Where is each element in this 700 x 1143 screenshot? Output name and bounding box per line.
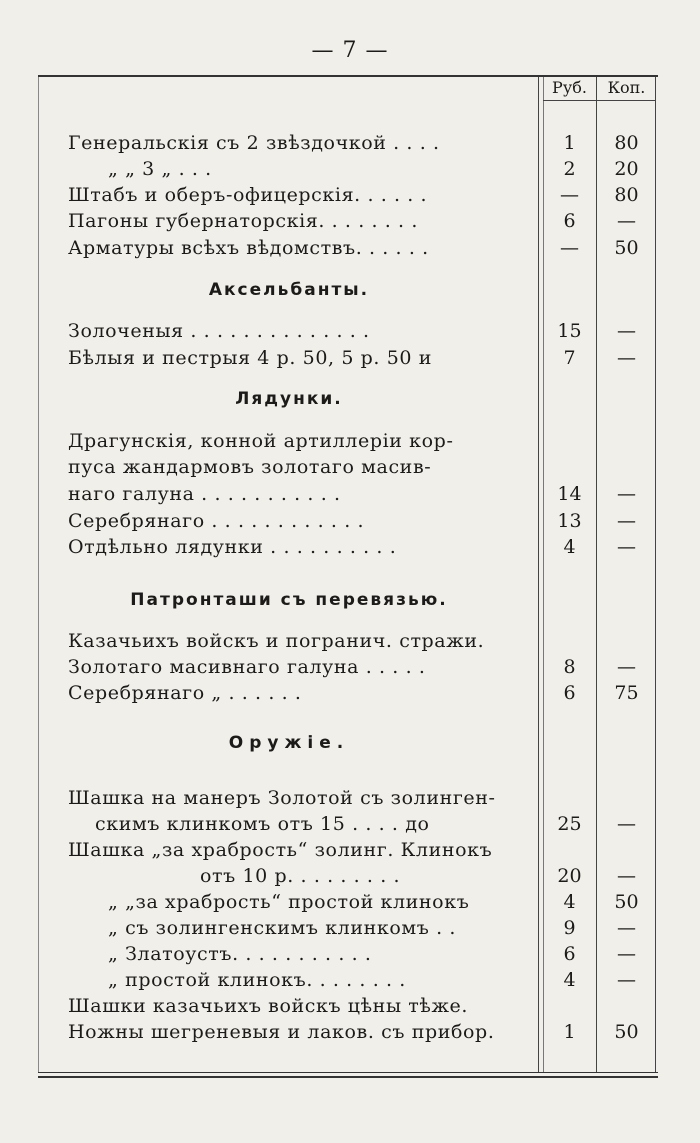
item-text: Серебрянаго . . . . . . . . . . . . xyxy=(68,510,365,532)
kop-column-header: Коп. xyxy=(607,78,646,97)
rub-value: 9 xyxy=(563,917,576,939)
rub-value: — xyxy=(560,237,579,259)
item-text: скимъ клинкомъ отъ 15 . . . . до xyxy=(95,813,430,835)
item-text: пуса жандармовъ золотаго масив- xyxy=(68,456,432,478)
rub-value: 20 xyxy=(557,865,582,887)
price-row xyxy=(0,628,700,654)
item-text: Бѣлыя и пестрыя 4 р. 50, 5 р. 50 и xyxy=(68,347,432,369)
section-title-aksel: Аксельбанты. xyxy=(208,280,370,300)
kop-value: 80 xyxy=(614,184,639,206)
item-text: Отдѣльно лядунки . . . . . . . . . . xyxy=(68,536,397,558)
item-text: Шашки казачьихъ войскъ цѣны тѣже. xyxy=(68,995,469,1017)
kop-value: 50 xyxy=(614,1021,639,1043)
kop-value: — xyxy=(617,865,636,887)
kop-value: — xyxy=(617,483,636,505)
kop-value: 20 xyxy=(614,158,639,180)
rub-value: — xyxy=(560,184,579,206)
item-text: Шашка „за храбрость“ золинг. Клинокъ xyxy=(68,839,493,861)
item-text: Золотаго масивнаго галуна . . . . . xyxy=(68,656,426,678)
kop-value: — xyxy=(617,210,636,232)
section-title-patrontashi: Патронташи съ перевязью. xyxy=(130,590,448,610)
price-row xyxy=(0,785,700,811)
item-text: наго галуна . . . . . . . . . . . xyxy=(68,483,341,505)
rub-value: 25 xyxy=(557,813,582,835)
kop-value: — xyxy=(617,813,636,835)
price-row xyxy=(0,680,700,706)
price-row xyxy=(0,454,700,480)
price-row xyxy=(0,534,700,560)
price-row xyxy=(0,967,700,993)
item-text: Пагоны губернаторскія. . . . . . . . xyxy=(68,210,418,232)
price-row xyxy=(0,182,700,208)
rub-column-header: Руб. xyxy=(552,78,587,97)
price-row xyxy=(0,915,700,941)
price-row xyxy=(0,837,700,863)
rub-value: 14 xyxy=(557,483,582,505)
price-row xyxy=(0,428,700,454)
section-title-oruzhie: Оружіе. xyxy=(228,733,350,753)
item-text: Генеральскія съ 2 звѣздочкой . . . . xyxy=(68,132,440,154)
price-row xyxy=(0,863,700,889)
rub-value: 4 xyxy=(563,891,576,913)
price-row xyxy=(0,508,700,534)
item-text: „ „за храбрость“ простой клинокъ xyxy=(108,891,470,913)
section-title-lyadunki: Лядунки. xyxy=(235,389,343,409)
item-text: „ простой клинокъ. . . . . . . . xyxy=(108,969,406,991)
price-row xyxy=(0,941,700,967)
item-text: „ Златоустъ. . . . . . . . . . . xyxy=(108,943,372,965)
header-underline xyxy=(543,100,655,101)
rub-value: 2 xyxy=(563,158,576,180)
rub-value: 1 xyxy=(563,132,576,154)
item-text: Драгунскія, конной артиллеріи кор- xyxy=(68,430,454,452)
rub-value: 15 xyxy=(557,320,582,342)
top-rule xyxy=(38,75,658,77)
price-row xyxy=(0,345,700,371)
item-text: „ „ 3 „ . . . xyxy=(108,158,212,180)
kop-value: 75 xyxy=(614,682,639,704)
price-row xyxy=(0,130,700,156)
kop-value: — xyxy=(617,656,636,678)
bottom-rule xyxy=(38,1072,658,1073)
rub-value: 6 xyxy=(563,943,576,965)
rub-value: 13 xyxy=(557,510,582,532)
kop-value: — xyxy=(617,917,636,939)
item-text: Золоченыя . . . . . . . . . . . . . . xyxy=(68,320,370,342)
page-number: — 7 — xyxy=(311,38,389,63)
item-text: Арматуры всѣхъ вѣдомствъ. . . . . . xyxy=(68,237,429,259)
kop-value: — xyxy=(617,943,636,965)
item-text: Казачьихъ войскъ и погранич. стражи. xyxy=(68,630,485,652)
price-row xyxy=(0,811,700,837)
rub-value: 4 xyxy=(563,536,576,558)
kop-value: — xyxy=(617,969,636,991)
kop-value: — xyxy=(617,510,636,532)
kop-value: 50 xyxy=(614,891,639,913)
price-row xyxy=(0,156,700,182)
rub-value: 1 xyxy=(563,1021,576,1043)
rub-value: 8 xyxy=(563,656,576,678)
price-row xyxy=(0,993,700,1019)
price-row xyxy=(0,1019,700,1045)
price-row xyxy=(0,654,700,680)
kop-value: — xyxy=(617,536,636,558)
item-text: Серебрянаго „ . . . . . . xyxy=(68,682,302,704)
rub-value: 6 xyxy=(563,682,576,704)
price-row xyxy=(0,889,700,915)
item-text: Шашка на манеръ Золотой съ золинген- xyxy=(68,787,496,809)
kop-value: — xyxy=(617,347,636,369)
rub-value: 7 xyxy=(563,347,576,369)
kop-value: — xyxy=(617,320,636,342)
price-row xyxy=(0,481,700,507)
price-row xyxy=(0,318,700,344)
bottom-rule-thick xyxy=(38,1076,658,1078)
item-text: отъ 10 р. . . . . . . . . xyxy=(200,865,401,887)
price-row xyxy=(0,235,700,261)
item-text: Ножны шегреневыя и лаков. съ прибор. xyxy=(68,1021,495,1043)
price-row xyxy=(0,208,700,234)
rub-value: 6 xyxy=(563,210,576,232)
kop-value: 50 xyxy=(614,237,639,259)
rub-value: 4 xyxy=(563,969,576,991)
item-text: „ съ золингенскимъ клинкомъ . . xyxy=(108,917,457,939)
item-text: Штабъ и оберъ-офицерскія. . . . . . xyxy=(68,184,428,206)
kop-value: 80 xyxy=(614,132,639,154)
